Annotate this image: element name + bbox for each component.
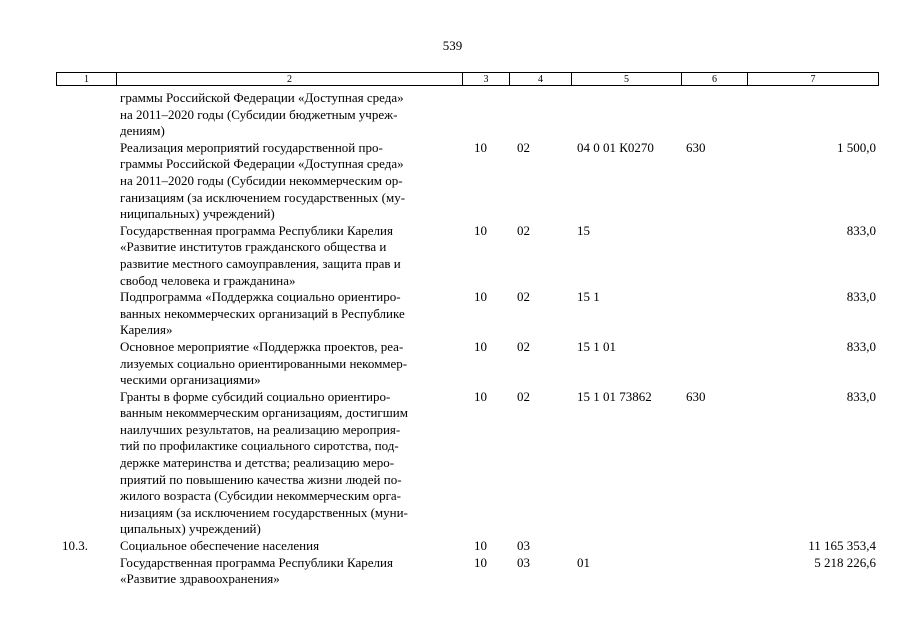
description-line: на 2011–2020 годы (Субсидии бюджетным учреж-: [120, 106, 398, 122]
description-line: Государственная программа Республики Карелия: [120, 554, 393, 570]
row-description: [116, 339, 462, 389]
table-row: [56, 289, 878, 339]
amount-value: 833,0: [846, 388, 876, 404]
description-line: Основное мероприятие «Поддержка проектов, реа-: [120, 338, 404, 354]
subsection-code: 03: [517, 538, 530, 554]
amount-value: 11 165 353,4: [808, 538, 876, 554]
column-header-5: 5: [572, 73, 682, 86]
description-line: Государственная программа Республики Карелия: [120, 222, 393, 238]
subsection-code: 02: [517, 338, 530, 354]
table-row: [56, 555, 878, 588]
table-row: [56, 339, 878, 389]
row-description: [116, 90, 462, 140]
row-description: [116, 538, 462, 555]
section-code: 10: [474, 538, 487, 554]
target-article-code: 15 1: [577, 289, 600, 305]
table-row: [56, 90, 878, 140]
section-code: 10: [474, 222, 487, 238]
description-line: граммы Российской Федерации «Доступная среда»: [120, 156, 404, 172]
description-line: «Развитие здравоохранения»: [120, 571, 280, 587]
description-line: ческими организациями»: [120, 372, 261, 388]
table-row: [56, 389, 878, 538]
subsection-code: 03: [517, 554, 530, 570]
description-line: ванным некоммерческим организациям, достигшим: [120, 405, 408, 421]
column-header-4: 4: [510, 73, 572, 86]
target-article-code: 15 1 01 73862: [577, 388, 652, 404]
section-code: 10: [474, 139, 487, 155]
description-line: жилого возраста (Субсидии некоммерческим орга-: [120, 488, 402, 504]
column-header-3: 3: [463, 73, 510, 86]
target-article-code: 04 0 01 К0270: [577, 139, 654, 155]
description-line: держке материнства и детства; реализацию меро-: [120, 455, 395, 471]
description-line: наилучших результатов, на реализацию мероприя-: [120, 421, 401, 437]
expense-type-code: 630: [686, 388, 706, 404]
amount-value: 833,0: [846, 289, 876, 305]
row-number: 10.3.: [62, 538, 88, 554]
description-line: низациям (за исключением государственных (муни-: [120, 504, 408, 520]
row-description: [116, 140, 462, 223]
description-line: тий по профилактике социального сиротства, под-: [120, 438, 399, 454]
expense-type-code: 630: [686, 139, 706, 155]
column-header-row: [56, 72, 879, 86]
subsection-code: 02: [517, 289, 530, 305]
row-description: [116, 289, 462, 339]
target-article-code: 15 1 01: [577, 338, 616, 354]
description-line: дениям): [120, 123, 165, 139]
description-line: ниципальных) учреждений): [120, 206, 275, 222]
description-line: приятий по повышению качества жизни людей по-: [120, 471, 402, 487]
description-line: Гранты в форме субсидий социально ориентиро-: [120, 388, 391, 404]
target-article-code: 15: [577, 222, 590, 238]
description-line: Подпрограмма «Поддержка социально ориентиро-: [120, 289, 401, 305]
column-header-6: 6: [682, 73, 748, 86]
description-line: ганизациям (за исключением государственных (му-: [120, 189, 406, 205]
table-row: [56, 538, 878, 555]
section-code: 10: [474, 289, 487, 305]
description-line: «Развитие институтов гражданского общества и: [120, 239, 387, 255]
subsection-code: 02: [517, 388, 530, 404]
section-code: 10: [474, 338, 487, 354]
description-line: граммы Российской Федерации «Доступная среда»: [120, 90, 404, 105]
description-line: Социальное обеспечение населения: [120, 538, 320, 554]
description-line: Карелия»: [120, 322, 173, 338]
column-header-7: 7: [748, 73, 879, 86]
table-row: [56, 223, 878, 289]
section-code: 10: [474, 554, 487, 570]
description-line: свобод человека и гражданина»: [120, 272, 296, 288]
description-line: ципальных) учреждений): [120, 521, 261, 537]
page-number: 539: [442, 38, 463, 53]
amount-value: 5 218 226,6: [814, 554, 876, 570]
section-code: 10: [474, 388, 487, 404]
column-header-1: 1: [57, 73, 117, 86]
row-description: [116, 555, 462, 588]
column-header-2: 2: [117, 73, 463, 86]
description-line: ванных некоммерческих организаций в Республике: [120, 305, 405, 321]
description-line: лизуемых социально ориентированными некоммер-: [120, 355, 408, 371]
description-line: Реализация мероприятий государственной про-: [120, 139, 383, 155]
amount-value: 833,0: [846, 222, 876, 238]
amount-value: 1 500,0: [837, 139, 876, 155]
table-row: [56, 140, 878, 223]
budget-table-body: [56, 90, 878, 588]
row-description: [116, 389, 462, 538]
subsection-code: 02: [517, 139, 530, 155]
subsection-code: 02: [517, 222, 530, 238]
target-article-code: 01: [577, 554, 590, 570]
description-line: на 2011–2020 годы (Субсидии некоммерческим ор-: [120, 172, 403, 188]
row-description: [116, 223, 462, 289]
amount-value: 833,0: [846, 338, 876, 354]
description-line: развитие местного самоуправления, защита прав и: [120, 255, 401, 271]
